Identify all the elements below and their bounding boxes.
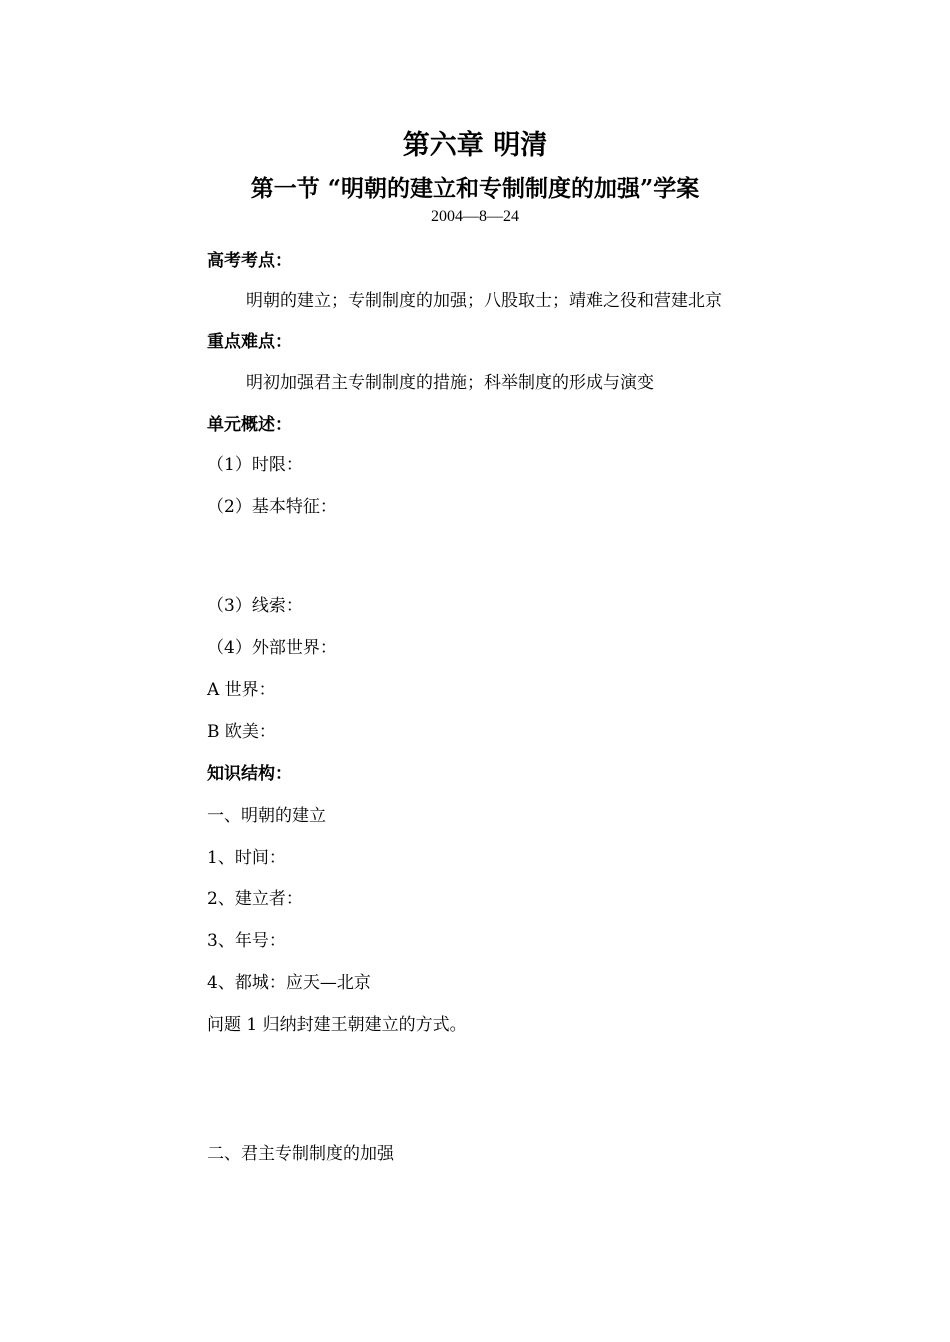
overview-sub-item-world: A 世界： — [207, 680, 276, 700]
part1-item-capital: 4、都城：应天—北京 — [207, 973, 371, 993]
section-title: 第一节 “明朝的建立和专制制度的加强”学案 — [250, 175, 700, 202]
knowledge-structure-heading: 知识结构： — [207, 764, 292, 784]
overview-item-basic-features: （2）基本特征： — [207, 497, 337, 517]
question-1: 问题 1 归纳封建王朝建立的方式。 — [207, 1015, 467, 1035]
unit-overview-heading: 单元概述： — [207, 415, 292, 435]
part2-title: 二、君主专制制度的加强 — [207, 1144, 394, 1164]
chapter-title: 第六章 明清 — [402, 130, 548, 161]
overview-item-time-limit: （1）时限： — [207, 455, 303, 475]
document-date: 2004—8—24 — [431, 208, 519, 225]
overview-item-clues: （3）线索： — [207, 596, 303, 616]
part1-title: 一、明朝的建立 — [207, 806, 326, 826]
exam-points-heading: 高考考点： — [207, 251, 292, 271]
overview-item-outside-world: （4）外部世界： — [207, 638, 337, 658]
part1-item-time: 1、时间： — [207, 848, 286, 868]
key-points-content: 明初加强君主专制制度的措施；科举制度的形成与演变 — [246, 373, 654, 393]
overview-sub-item-europe-america: B 欧美： — [207, 722, 276, 742]
part1-item-era-name: 3、年号： — [207, 931, 286, 951]
exam-points-content: 明朝的建立；专制制度的加强；八股取士；靖难之役和营建北京 — [246, 291, 722, 311]
key-points-heading: 重点难点： — [207, 332, 292, 352]
part1-item-founder: 2、建立者： — [207, 889, 303, 909]
